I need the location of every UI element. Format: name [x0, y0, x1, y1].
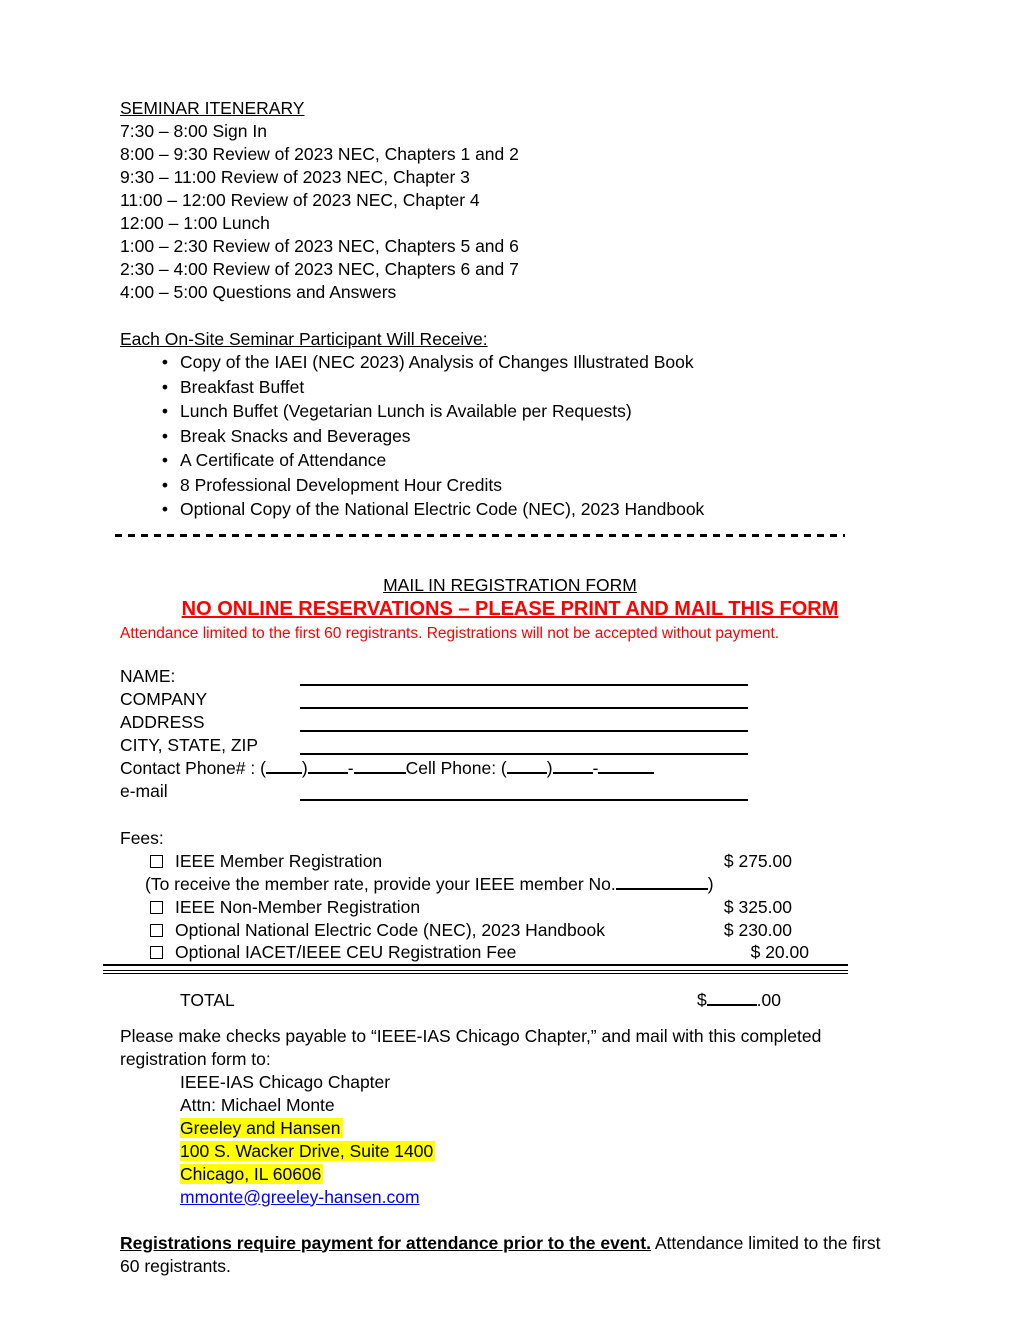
list-item — [120, 474, 900, 499]
list-item-text: Copy of the IAEI (NEC 2023) Analysis of Changes Illustrated Book — [180, 352, 694, 372]
itinerary-line: 1:00 – 2:30 Review of 2023 NEC, Chapters 5 and 6 — [120, 236, 519, 256]
total-row — [120, 989, 781, 1012]
mailing-address-block — [120, 1071, 900, 1209]
itinerary-line: 7:30 – 8:00 Sign In — [120, 121, 267, 141]
bullet-icon: • — [161, 352, 169, 372]
receive-title — [120, 328, 900, 351]
fees-section — [120, 827, 900, 1012]
name-field-row — [120, 665, 900, 688]
registration-title-text: MAIL IN REGISTRATION FORM — [383, 574, 637, 595]
list-item-text: A Certificate of Attendance — [180, 450, 387, 470]
email-link[interactable]: mmonte@greeley-hansen.com — [180, 1186, 420, 1207]
dash-separator: - — [592, 757, 599, 778]
non-member-checkbox[interactable] — [150, 901, 163, 914]
fee-label: Optional National Electric Code (NEC), 2023 Handbook — [175, 919, 605, 940]
address-line-highlighted — [180, 1140, 900, 1163]
member-number-line[interactable] — [616, 875, 708, 890]
bullet-icon: • — [161, 401, 169, 421]
bullet-icon: • — [161, 499, 169, 519]
dash-separator: - — [347, 757, 354, 778]
email-input-line[interactable] — [300, 780, 748, 801]
itinerary-line: 8:00 – 9:30 Review of 2023 NEC, Chapters 1 and 2 — [120, 144, 519, 164]
itinerary-line: 4:00 – 5:00 Questions and Answers — [120, 282, 397, 302]
cell-area-code-line[interactable] — [507, 759, 547, 774]
address-line: IEEE-IAS Chicago Chapter — [180, 1071, 391, 1092]
address-label: ADDRESS — [120, 711, 205, 732]
email-field-row — [120, 780, 900, 803]
list-item-text: 8 Professional Development Hour Credits — [180, 474, 502, 495]
fee-label: IEEE Non-Member Registration — [175, 896, 421, 917]
total-amount — [697, 989, 781, 1012]
bullet-icon: • — [161, 450, 169, 470]
list-item — [120, 351, 900, 376]
address-line-highlighted — [180, 1163, 900, 1186]
city-state-zip-field-row — [120, 734, 900, 757]
company-label: COMPANY — [120, 688, 208, 709]
fee-amount: $ 325.00 — [723, 896, 792, 917]
address-line: Attn: Michael Monte — [180, 1094, 335, 1115]
contact-number-line[interactable] — [354, 759, 406, 774]
itinerary-line: 9:30 – 11:00 Review of 2023 NEC, Chapter 3 — [120, 167, 470, 187]
fee-row-ceu — [103, 942, 809, 964]
company-input-line[interactable] — [300, 688, 748, 709]
footer-normal-text: Attendance limited to the first 60 registrants. — [120, 1232, 881, 1276]
address-line-highlighted — [180, 1117, 900, 1140]
cell-number-line[interactable] — [598, 759, 654, 774]
itinerary-title — [120, 97, 900, 120]
list-item-text: Optional Copy of the National Electric Code (NEC), 2023 Handbook — [180, 499, 705, 519]
footer-bold-text: Registrations require payment for attendance prior to the event. — [120, 1232, 651, 1253]
name-label: NAME: — [120, 665, 176, 686]
highlighted-text: Greeley and Hansen — [180, 1117, 341, 1138]
member-note-end: ) — [707, 873, 714, 894]
paren-close: ) — [546, 757, 553, 778]
member-number-note — [120, 873, 900, 896]
list-item-text: Breakfast Buffet — [180, 376, 305, 397]
bullet-icon: • — [161, 376, 169, 397]
highlighted-text: 100 S. Wacker Drive, Suite 1400 — [180, 1140, 434, 1161]
fee-label: Optional IACET/IEEE CEU Registration Fee — [175, 942, 517, 962]
list-item-text: Lunch Buffet (Vegetarian Lunch is Available per Requests) — [180, 401, 632, 421]
dashed-divider — [115, 534, 845, 537]
nec-handbook-checkbox[interactable] — [150, 924, 163, 937]
no-online-warning — [120, 597, 900, 621]
list-item — [120, 498, 900, 523]
fees-title: Fees: — [120, 827, 164, 848]
member-note-text: (To receive the member rate, provide your IEEE member No. — [145, 873, 616, 894]
receive-title-text: Each On-Site Seminar Participant Will Receive: — [120, 329, 488, 349]
fee-amount: $ 275.00 — [723, 850, 792, 871]
bullet-icon: • — [161, 425, 169, 446]
footer-paragraph — [120, 1232, 900, 1278]
list-item — [120, 425, 900, 450]
contact-area-code-line[interactable] — [266, 759, 302, 774]
email-link-line — [180, 1186, 900, 1209]
ceu-fee-checkbox[interactable] — [150, 946, 163, 959]
list-item — [120, 376, 900, 401]
phone-field-row — [120, 757, 900, 780]
total-label: TOTAL — [180, 989, 235, 1010]
fee-row-non-member — [120, 896, 792, 919]
city-state-zip-input-line[interactable] — [300, 734, 748, 755]
total-cents: .00 — [756, 989, 781, 1010]
registration-title — [120, 574, 900, 597]
checks-payable-paragraph: Please make checks payable to “IEEE-IAS Chicago Chapter,” and mail with this completed registration form to: — [120, 1025, 822, 1069]
receive-section — [120, 328, 900, 523]
itinerary-title-text: SEMINAR ITENERARY — [120, 98, 305, 118]
contact-prefix-line[interactable] — [308, 759, 348, 774]
itinerary-section — [120, 97, 900, 304]
bullet-icon: • — [161, 474, 169, 495]
company-field-row — [120, 688, 900, 711]
fee-row-ceu-wrap — [103, 942, 848, 966]
cell-phone-label: Cell Phone: ( — [405, 757, 507, 778]
fee-amount: $ 230.00 — [723, 919, 792, 940]
cell-prefix-line[interactable] — [553, 759, 593, 774]
fee-amount: $ 20.00 — [750, 942, 809, 962]
itinerary-line: 2:30 – 4:00 Review of 2023 NEC, Chapters 6 and 7 — [120, 259, 519, 279]
fee-row-nec-handbook — [120, 919, 792, 942]
email-label: e-mail — [120, 780, 168, 801]
name-input-line[interactable] — [300, 665, 748, 686]
list-item — [120, 400, 900, 425]
highlighted-text: Chicago, IL 60606 — [180, 1163, 322, 1184]
fees-total-divider — [103, 970, 848, 974]
list-item — [120, 449, 900, 474]
fee-row-ieee-member — [120, 850, 792, 873]
contact-form — [120, 665, 900, 803]
no-online-warning-text: NO ONLINE RESERVATIONS – PLEASE PRINT AND MAIL THIS FORM — [181, 597, 839, 620]
list-item-text: Break Snacks and Beverages — [180, 425, 411, 446]
ieee-member-checkbox[interactable] — [150, 855, 163, 868]
city-state-zip-label: CITY, STATE, ZIP — [120, 734, 259, 755]
total-currency: $ — [696, 989, 707, 1010]
contact-phone-label: Contact Phone# : ( — [120, 757, 266, 778]
paren-close: ) — [301, 757, 308, 778]
itinerary-line: 11:00 – 12:00 Review of 2023 NEC, Chapter 4 — [120, 190, 480, 210]
attendance-note: Attendance limited to the first 60 registrants. Registrations will not be accepted without payment. — [120, 624, 780, 642]
address-input-line[interactable] — [300, 711, 748, 732]
address-field-row — [120, 711, 900, 734]
itinerary-line: 12:00 – 1:00 Lunch — [120, 213, 270, 233]
fee-label: IEEE Member Registration — [175, 850, 383, 871]
total-input-line[interactable] — [707, 991, 757, 1006]
